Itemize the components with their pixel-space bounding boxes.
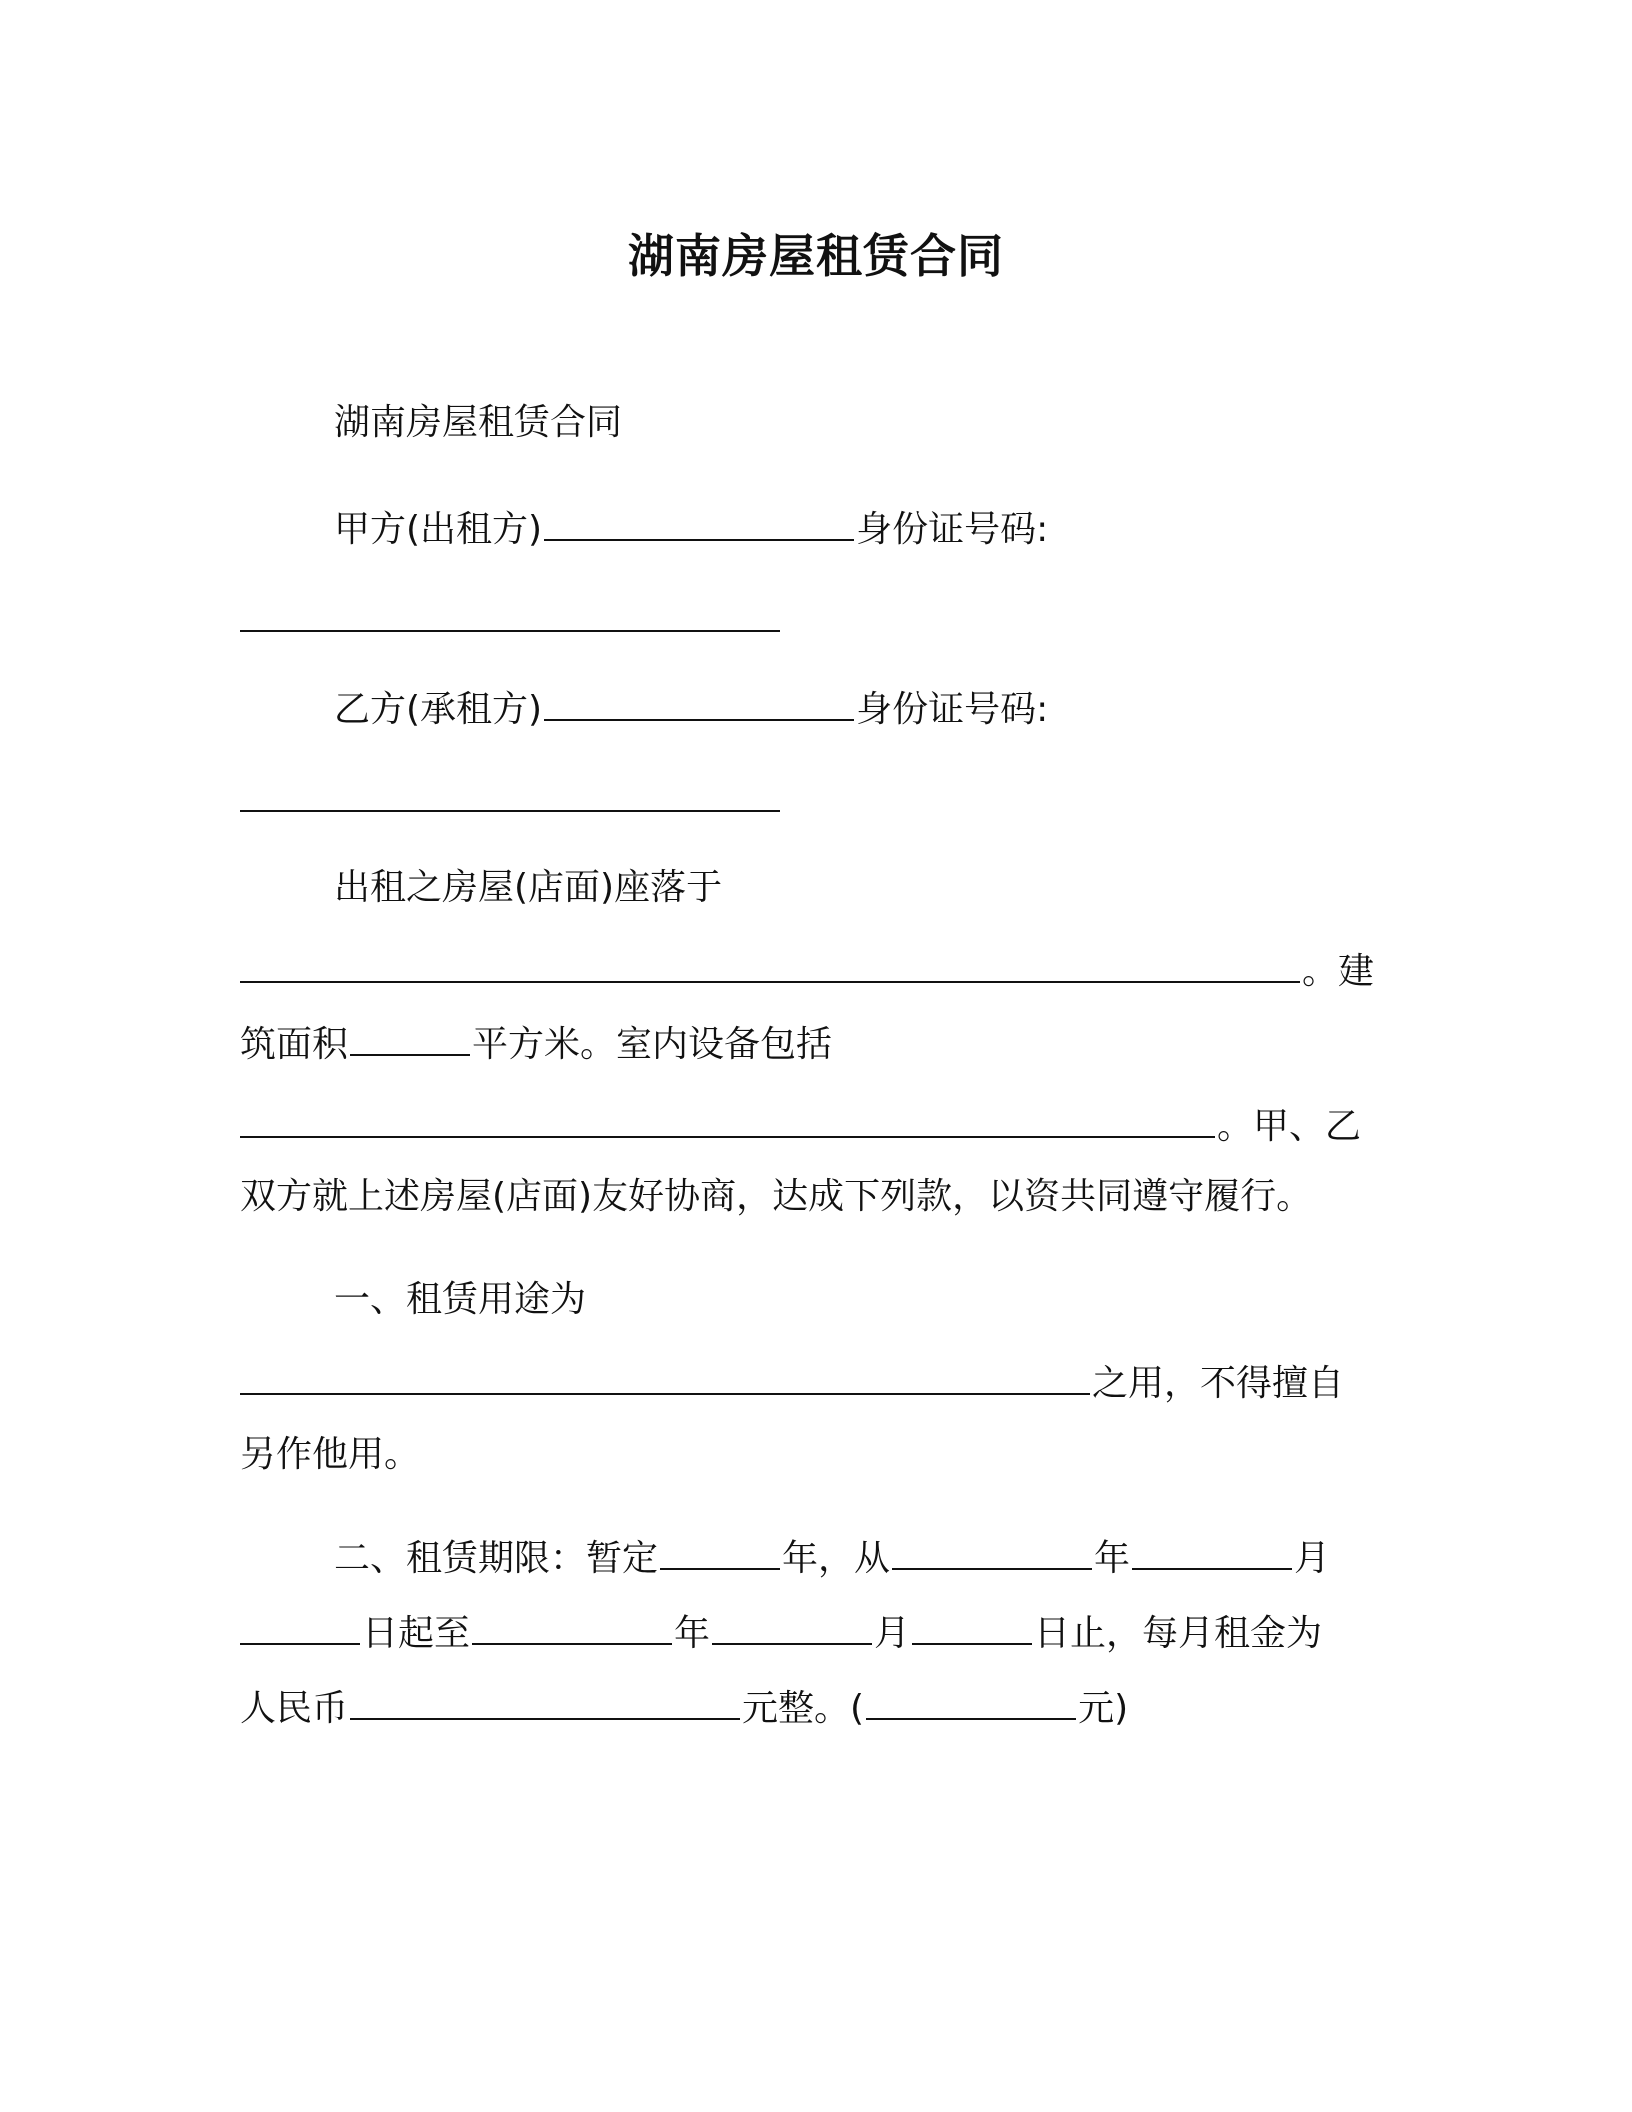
start-month-blank	[1132, 1532, 1292, 1570]
equipment-blank	[240, 1100, 1215, 1138]
end-day-blank	[912, 1607, 1032, 1645]
party-b-id-blank	[240, 774, 780, 812]
start-day-blank	[240, 1607, 360, 1645]
clause-2-label: 二、租赁期限：暂定	[334, 1538, 659, 1579]
clause-2-line-1	[334, 1532, 1330, 1584]
document-subtitle: 湖南房屋租赁合同	[334, 402, 623, 443]
location-label: 出租之房屋(店面)座落于	[334, 867, 723, 908]
area-blank	[350, 1018, 470, 1056]
term-years-blank	[660, 1532, 780, 1570]
clause-2-year: 年	[1094, 1538, 1131, 1579]
party-b-name-blank	[544, 683, 854, 721]
clause-1-line	[240, 1357, 1344, 1409]
area-suffix: 平方米。室内设备包括	[472, 1024, 833, 1065]
rent-amount-number-blank	[866, 1682, 1076, 1720]
party-a-line	[334, 503, 1048, 555]
clause-2-end-year: 年	[674, 1613, 711, 1654]
party-b-id-label: 身份证号码:	[856, 689, 1049, 730]
clause-2-year-unit: 年，从	[782, 1538, 891, 1579]
clause-2-day-from: 日起至	[362, 1613, 471, 1654]
party-a-label: 甲方(出租方)	[334, 509, 543, 550]
area-prefix: 筑面积	[240, 1024, 349, 1065]
clause-2-line-2	[240, 1607, 1322, 1659]
location-blank	[240, 945, 1300, 983]
clause-1-suffix: 之用，不得擅自	[1092, 1363, 1345, 1404]
clause-2-month: 月	[1294, 1538, 1331, 1579]
location-line	[240, 945, 1374, 997]
party-a-id-blank	[240, 594, 780, 632]
clause-1-label: 一、租赁用途为	[334, 1279, 587, 1320]
location-suffix: 。建	[1302, 951, 1375, 992]
party-b-label: 乙方(承租方)	[334, 689, 543, 730]
clause-2-yuan-close: 元)	[1078, 1688, 1129, 1729]
clause-2-rmb-prefix: 人民币	[240, 1688, 349, 1729]
document-title: 湖南房屋租赁合同	[628, 229, 1004, 283]
start-year-blank	[892, 1532, 1092, 1570]
clause-2-end-month: 月	[874, 1613, 911, 1654]
clause-1-continuation: 另作他用。	[240, 1434, 421, 1475]
clause-1-blank	[240, 1357, 1090, 1395]
area-line	[240, 1018, 832, 1070]
end-month-blank	[712, 1607, 872, 1645]
clause-2-day-to-suffix: 日止，每月租金为	[1034, 1613, 1323, 1654]
end-year-blank	[472, 1607, 672, 1645]
equipment-line	[240, 1100, 1361, 1152]
party-a-id-label: 身份证号码:	[856, 509, 1049, 550]
party-a-id-line	[240, 594, 780, 632]
agreement-line: 双方就上述房屋(店面)友好协商，达成下列款，以资共同遵守履行。	[240, 1176, 1313, 1217]
rent-amount-words-blank	[350, 1682, 740, 1720]
clause-2-line-3	[240, 1682, 1128, 1734]
clause-2-rmb-suffix: 元整。(	[742, 1688, 865, 1729]
party-b-id-line	[240, 774, 780, 812]
equipment-suffix: 。甲、乙	[1217, 1106, 1362, 1147]
party-a-name-blank	[544, 503, 854, 541]
party-b-line	[334, 683, 1048, 735]
